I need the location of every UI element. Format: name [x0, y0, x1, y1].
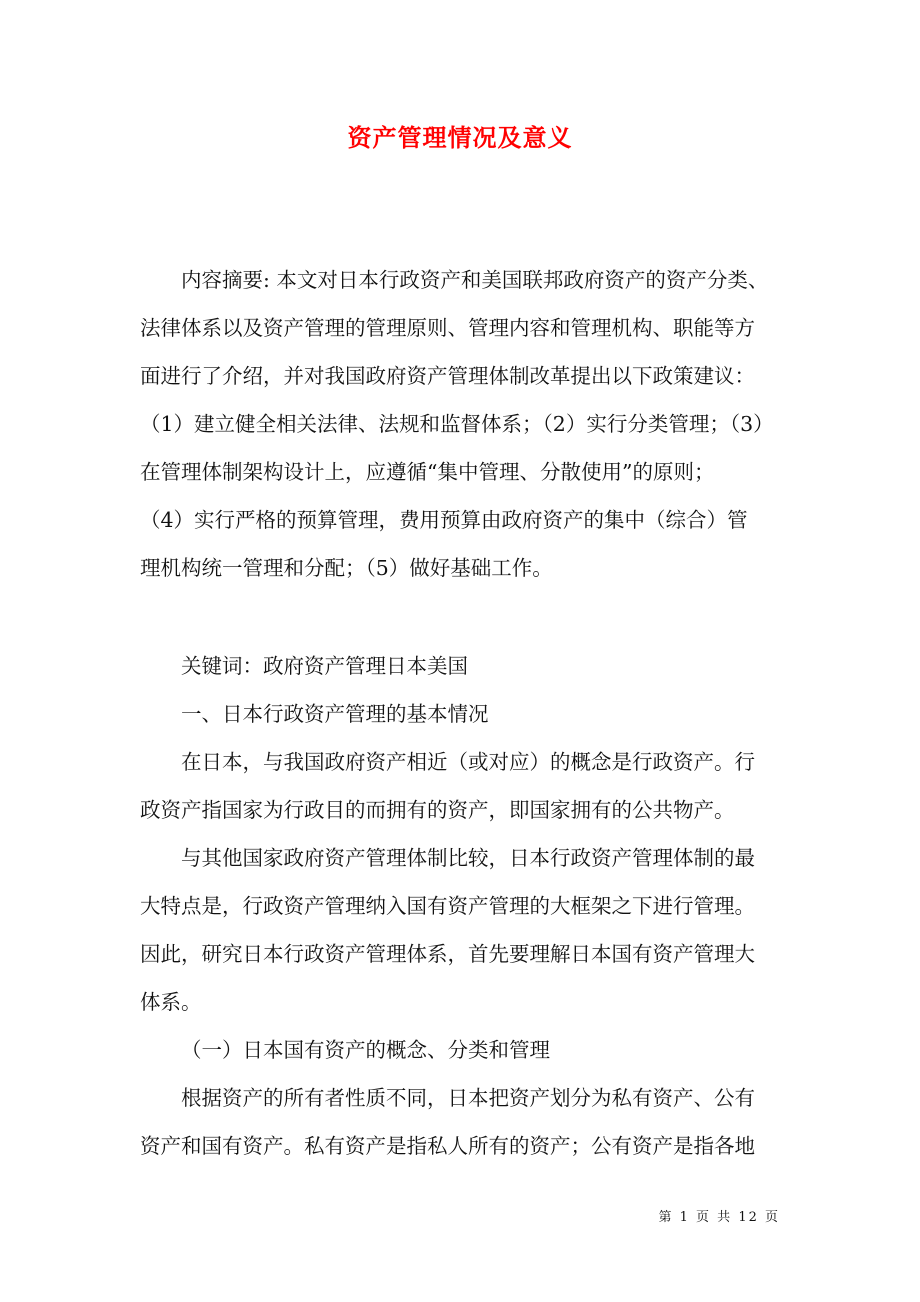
paragraph-line: 大特点是，行政资产管理纳入国有资产管理的大框架之下进行管理。 — [140, 894, 755, 918]
keywords-line: 关键词：政府资产管理日本美国 — [181, 654, 468, 678]
abstract-line: 面进行了介绍，并对我国政府资产管理体制改革提出以下政策建议： — [140, 364, 755, 388]
document-title: 资产管理情况及意义 — [347, 123, 573, 152]
paragraph-line: 与其他国家政府资产管理体制比较，日本行政资产管理体制的最 — [181, 846, 755, 870]
paragraph-line: 根据资产的所有者性质不同，日本把资产划分为私有资产、公有 — [181, 1086, 755, 1110]
abstract-line: 内容摘要: 本文对日本行政资产和美国联邦政府资产的资产分类、 — [181, 268, 769, 292]
paragraph-line: 资产和国有资产。私有资产是指私人所有的资产；公有资产是指各地 — [140, 1134, 755, 1158]
abstract-block — [140, 256, 782, 592]
main-body — [140, 642, 782, 1170]
abstract-line: （4）实行严格的预算管理，费用预算由政府资产的集中（综合）管 — [140, 508, 748, 532]
abstract-line: 法律体系以及资产管理的管理原则、管理内容和管理机构、职能等方 — [140, 316, 755, 340]
abstract-line: 理机构统一管理和分配；（5）做好基础工作。 — [140, 556, 553, 580]
paragraph-line: 体系。 — [140, 990, 202, 1014]
subsection-heading: （一）日本国有资产的概念、分类和管理 — [181, 1038, 550, 1062]
section-heading: 一、日本行政资产管理的基本情况 — [181, 702, 489, 726]
abstract-line: （1）建立健全相关法律、法规和监督体系；（2）实行分类管理；（3） — [140, 412, 774, 436]
paragraph-line: 因此，研究日本行政资产管理体系，首先要理解日本国有资产管理大 — [140, 942, 755, 966]
paragraph-line: 在日本，与我国政府资产相近（或对应）的概念是行政资产。行 — [181, 750, 755, 774]
page-number: 第 1 页 共 12 页 — [658, 1210, 780, 1225]
paragraph-line: 政资产指国家为行政目的而拥有的资产，即国家拥有的公共物产。 — [140, 798, 735, 822]
abstract-line: 在管理体制架构设计上，应遵循“集中管理、分散使用”的原则； — [140, 460, 715, 484]
